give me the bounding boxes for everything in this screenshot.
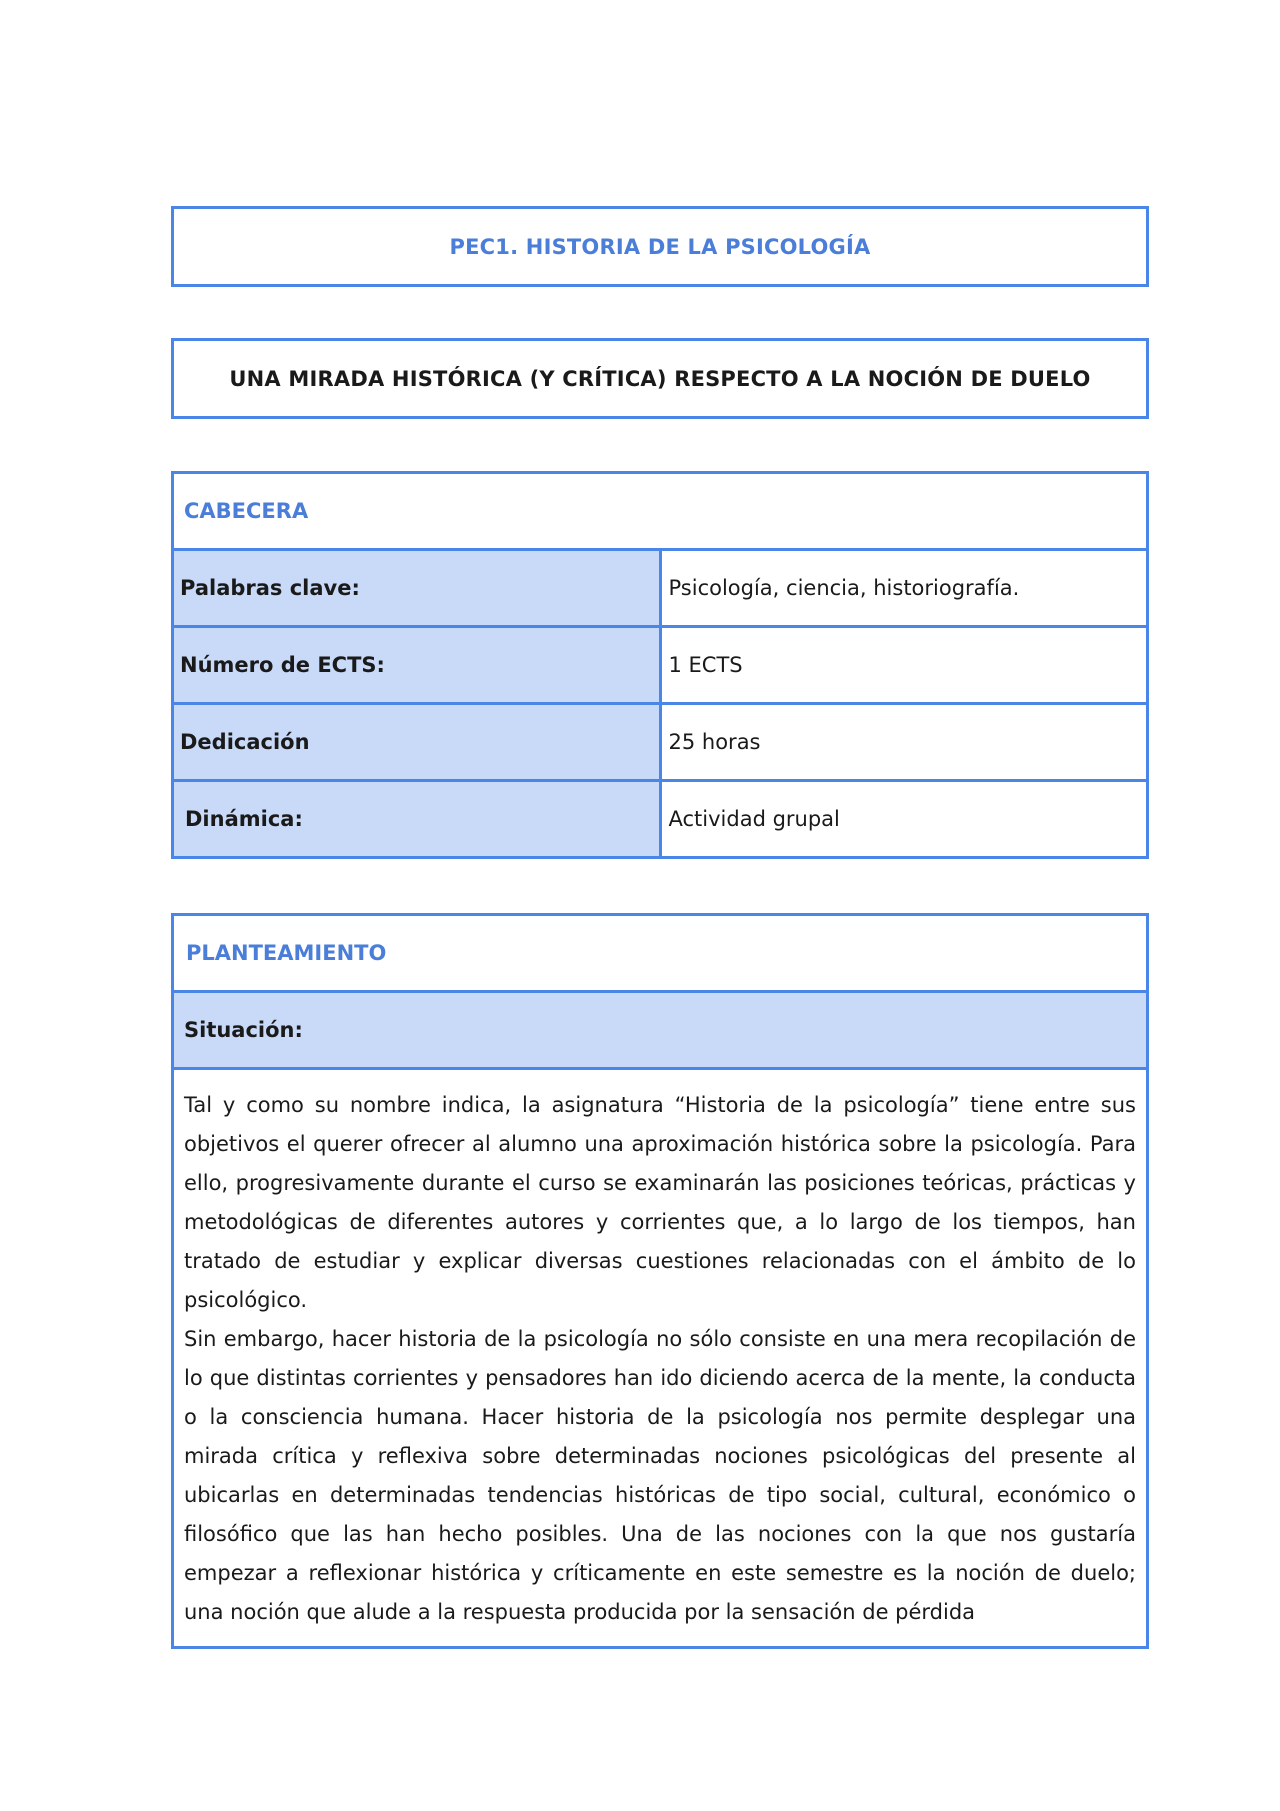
- planteamiento-heading: PLANTEAMIENTO: [173, 915, 1148, 992]
- pec-title-box: [171, 206, 1149, 287]
- table-row: [173, 627, 1148, 704]
- pec-title: PEC1. HISTORIA DE LA PSICOLOGÍA: [449, 234, 871, 259]
- planteamiento-table: [171, 913, 1149, 1649]
- table-row: [173, 781, 1148, 858]
- cabecera-table: [171, 471, 1149, 859]
- keywords-value: Psicología, ciencia, historiografía.: [660, 550, 1148, 627]
- paragraph: Sin embargo, hacer historia de la psicología no sólo consiste en una mera recopilación de lo que distintas corrientes y pensadores han ido diciendo acerca de la mente, la conducta o la consciencia humana. Hacer historia de la psicología nos permite desplegar una mirada crítica y reflexiva sobre determinadas nociones psicológicas del presente al ubicarlas en determinadas tendencias históricas de tipo social, cultural, económico o filosófico que las han hecho posibles. Una de las nociones con la que nos gustaría empezar a reflexionar histórica y críticamente en este semestre es la noción de duelo; una noción que alude a la respuesta producida por la sensación de pérdida: [184, 1327, 1136, 1624]
- dynamic-value: Actividad grupal: [660, 781, 1148, 858]
- paragraph: Tal y como su nombre indica, la asignatura “Historia de la psicología” tiene entre sus objetivos el querer ofrecer al alumno una aproximación histórica sobre la psicología. Para ello, progresivamente durante el curso se examinarán las posiciones teóricas, prácticas y metodológicas de diferentes autores y corrientes que, a lo largo de los tiempos, han tratado de estudiar y explicar diversas cuestiones relacionadas con el ámbito de lo psicológico.: [184, 1093, 1136, 1312]
- document-subtitle: UNA MIRADA HISTÓRICA (Y CRÍTICA) RESPECTO A LA NOCIÓN DE DUELO: [229, 366, 1091, 391]
- table-row: [173, 550, 1148, 627]
- cabecera-heading: CABECERA: [173, 473, 1148, 550]
- keywords-label: Palabras clave:: [173, 550, 661, 627]
- dedication-value: 25 horas: [660, 704, 1148, 781]
- dedication-label: Dedicación: [173, 704, 661, 781]
- ects-label: Número de ECTS:: [173, 627, 661, 704]
- ects-value: 1 ECTS: [660, 627, 1148, 704]
- table-row: [173, 704, 1148, 781]
- dynamic-label: Dinámica:: [173, 781, 661, 858]
- situacion-body: [173, 1069, 1148, 1648]
- situacion-label: Situación:: [173, 992, 1148, 1069]
- subtitle-box: [171, 338, 1149, 419]
